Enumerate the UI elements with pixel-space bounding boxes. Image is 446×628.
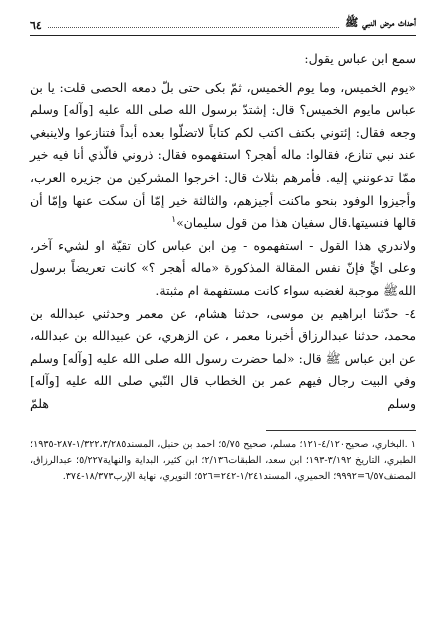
page-number: ٦٤ [30, 19, 42, 32]
running-header [30, 14, 416, 36]
header-dotted-leader [48, 27, 339, 28]
running-title: أحداث مرض النبي ﷺ [345, 16, 416, 29]
paragraph-hadith [30, 77, 416, 235]
footnote-separator [266, 430, 416, 431]
hadith-text: «يوم الخميس، وما يوم الخميس، ثمّ بكى حتى بلّ دمعه الحصى قلت: يا بن عباس مايوم الخميس؟ قال: إشتدّ برسول الله صلى الله عليه [وآله] وسلم وجعه فقال: إئتوني بكتف اكتب لكم كتاباً لاتضلّوا بعده أبداً فتنازعوا ولاينبغي عند نبي تنازع، فقالوا: ماله أهجر؟ استفهموه فقال: ذروني فالّذي أنا فيه خير ممّا تدعونني إليه. فأمرهم بثلاث قال: اخرجوا المشركين من جزيره العرب، وأجيزوا الوفود بنحو ماكنت أجيزهم، والثالثة خير إمّا أن سكت عنها وإمّا أن قالها فنسيتها.قال سفيان هذا من قول سليمان» [30, 79, 416, 231]
body-text [30, 48, 416, 416]
paragraph-commentary: ولاندري هذا القول - استفهموه - مِن ابن عباس كان تقيّة او لشيء آخر، وعلى ايٍّ فإنّ نفس المقالة المذكورة «ماله أهجر ؟» كانت تعريضاً برسول اللهﷺ موجبة لغضبه سواء كانت مستفهمة ام مثبتة. [30, 237, 416, 298]
footnote-1: ١ .البخاري، صحيح٤/١٢٠-١٢١؛ مسلم، صحيح ٥/٧٥؛ احمد بن حنبل، المسند١/٣٢٢،٣/٢٨٥-٢٨٧-١٩٣٥؛ الطبري، التاريخ ٣/١٩٢-١٩٣؛ ابن سعد، الطبقات٢/١٣٦؛ ابن كثير، البداية والنهاية٥/٢٢٧؛ عبدالرزاق، المصنف٦/٥٧=٩٩٩٢؛ الحميري، المسند١/٢٤١-٢٤٢=٥٢٦؛ النويري، نهاية الإرب١٨/٣٧٣-٣٧٤. [30, 438, 417, 482]
footnote-marker[interactable]: ١ [171, 215, 177, 226]
paragraph-isnad: ٤- حدّثنا ابراهيم بن موسى، حدثنا هشام، عن معمر وحدثني عبدالله بن محمد، حدثنا عبدالرزاق أخبرنا معمر ، عن الزهري، عن عبيدالله بن عبدالله، عن ابن عباس ﷺ قال: «لما حضرت رسول الله صلى الله عليه [وآله] وسلم وفي البيت رجال فيهم عمر بن الخطاب قال النّبي صلى الله عليه [وآله] وسلم هلمّ [30, 305, 416, 411]
footnotes [30, 437, 416, 485]
paragraph-intro: سمع ابن عباس يقول: [304, 51, 416, 66]
